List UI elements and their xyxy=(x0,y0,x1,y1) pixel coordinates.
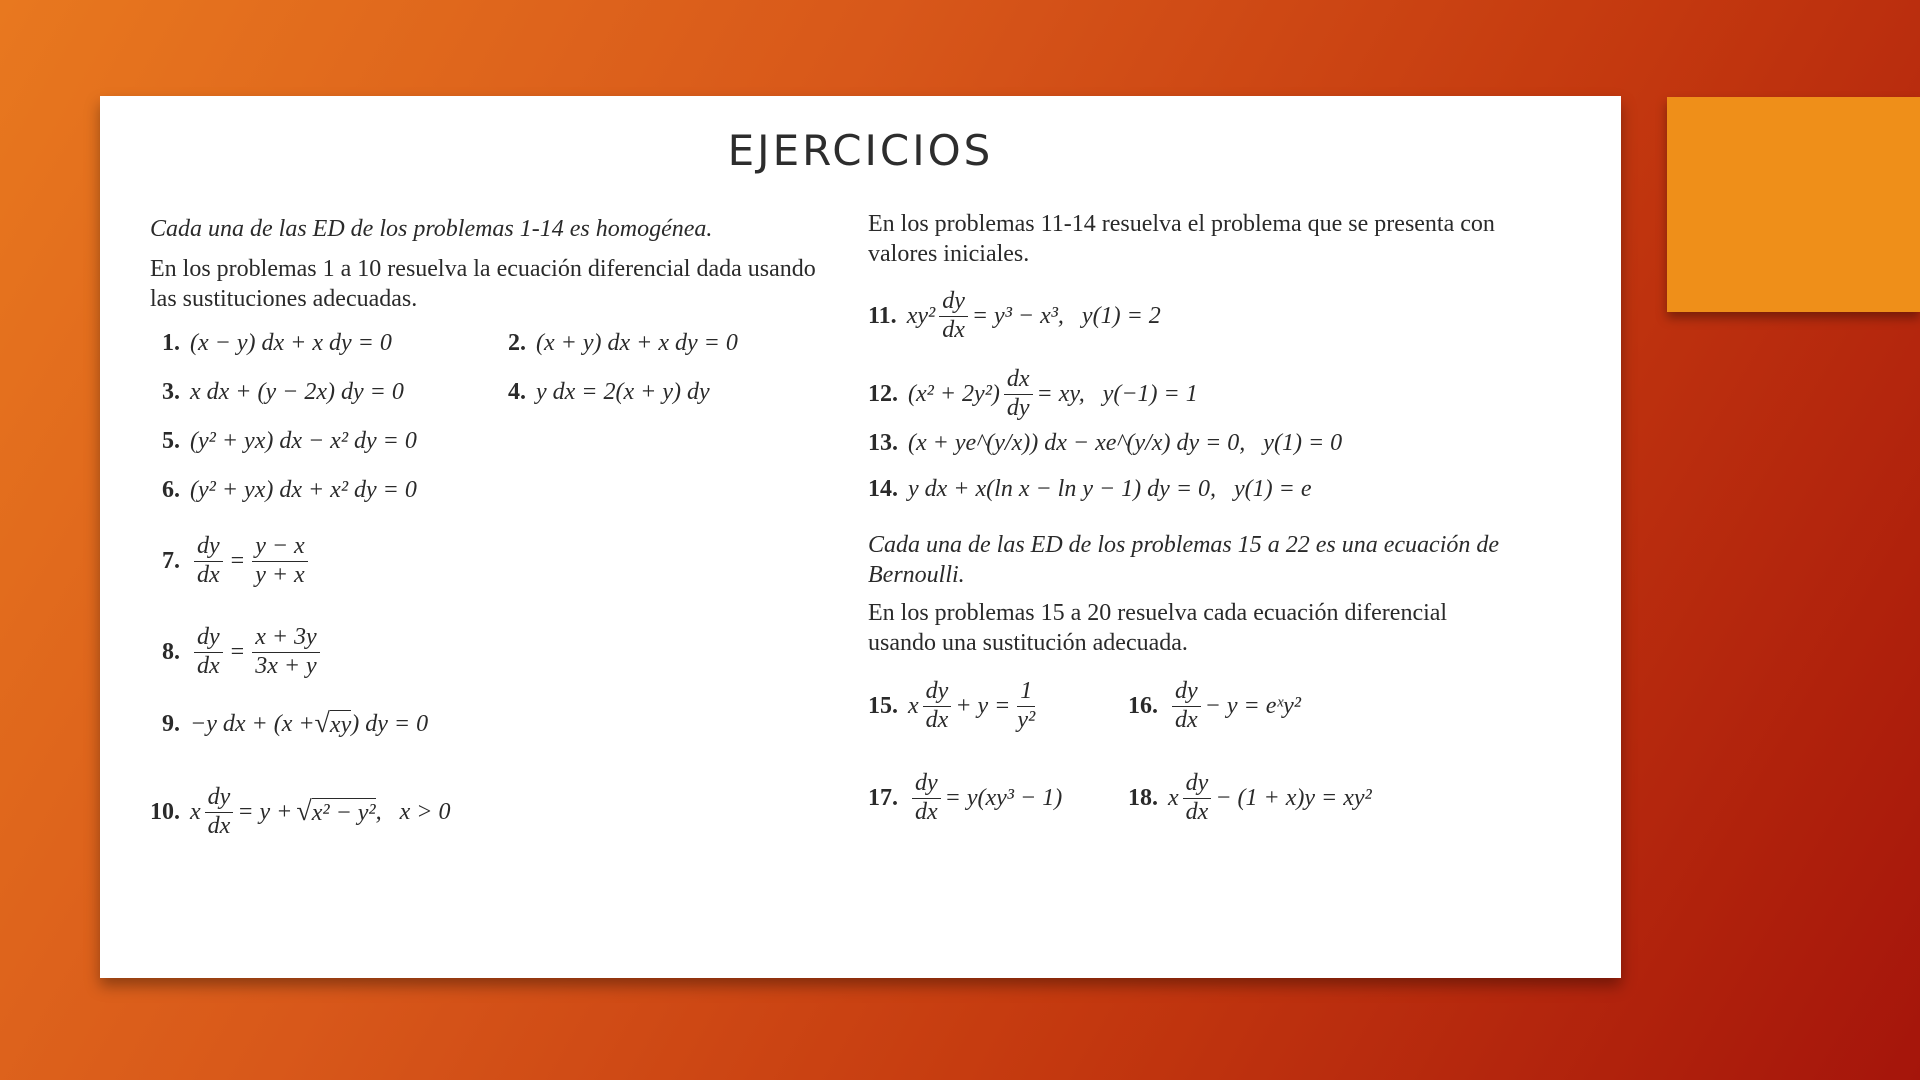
problem-14: 14. y dx + x(ln x − ln y − 1) dy = 0, y(1) = e xyxy=(868,476,1312,502)
problem-4: 4. y dx = 2(x + y) dy xyxy=(508,379,710,405)
fraction-dy-dx: $\frac{dy}{dx}$ xyxy=(1172,678,1201,734)
problem-13: 13. (x + ye^(y/x)) dx − xe^(y/x) dy = 0, y(1) = 0 xyxy=(868,430,1343,456)
right-intro-ivp: En los problemas 11-14 resuelva el problema que se presenta con valores iniciales. xyxy=(868,211,1495,267)
right-intro-bernoulli: Cada una de las ED de los problemas 15 a 22 es una ecuación de Bernoulli. xyxy=(868,532,1500,588)
fraction-rhs: $\frac{y - x}{y + x}$ xyxy=(252,533,308,589)
fraction-dy-dx: $\frac{dy}{dx}$ xyxy=(205,784,234,840)
page-title: EJERCICIOS xyxy=(727,126,994,175)
problem-18: 18. x $\frac{dy}{dx}$ − (1 + x)y = xy² xyxy=(1128,769,1372,825)
exercise-sheet xyxy=(100,96,1621,978)
fraction-dy-dx: $\frac{dy}{dx}$ xyxy=(194,533,223,589)
sqrt-radicand: xy xyxy=(329,711,352,738)
fraction-dy-dx: $\frac{dy}{dx}$ xyxy=(923,678,952,734)
problem-1: 1. (x − y) dx + x dy = 0 xyxy=(162,330,392,356)
problem-2: 2. (x + y) dx + x dy = 0 xyxy=(508,330,738,356)
equation-13: (x + ye^(y/x)) dx − xe^(y/x) dy = 0, y(1) = 0 xyxy=(908,430,1343,456)
equation-4: y dx = 2(x + y) dy xyxy=(536,379,710,405)
equation-3: x dx + (y − 2x) dy = 0 xyxy=(190,379,404,405)
problem-5: 5. (y² + yx) dx − x² dy = 0 xyxy=(162,428,417,454)
equation-5: (y² + yx) dx − x² dy = 0 xyxy=(190,428,417,454)
fraction-rhs: $\frac{x + 3y}{3x + y}$ xyxy=(252,624,320,680)
right-intro-substitution: En los problemas 15 a 20 resuelva cada ecuación diferencial usando una sustitución adecuada. xyxy=(868,600,1448,656)
fraction-dy-dx: $\frac{dy}{dx}$ xyxy=(912,770,941,826)
fraction-dx-dy: $\frac{dx}{dy}$ xyxy=(1004,366,1033,422)
equation-14: y dx + x(ln x − ln y − 1) dy = 0, y(1) = e xyxy=(908,476,1312,502)
left-intro-italic: Cada una de las ED de los problemas 1-14 es homogénea. xyxy=(150,216,713,242)
problem-15: 15. x $\frac{dy}{dx}$ + y = $\frac{1}{\text{y²}}$ xyxy=(868,666,1042,746)
problem-11: 11. xy² $\frac{dy}{dx}$ = y³ − x³, y(1) = 2 xyxy=(868,287,1161,343)
sqrt-radicand: x² − y² xyxy=(311,799,376,826)
problem-16: 16. $\frac{dy}{dx}$ − y = eˣy² xyxy=(1128,677,1301,733)
equation-2: (x + y) dx + x dy = 0 xyxy=(536,330,738,356)
accent-square xyxy=(1667,97,1920,312)
equation-1: (x − y) dx + x dy = 0 xyxy=(190,330,392,356)
fraction-one-over-y2: $\frac{1}{\text{y²}}$ xyxy=(1017,677,1036,733)
fraction-dy-dx: $\frac{dy}{dx}$ xyxy=(939,288,968,344)
problem-17: 17. $\frac{dy}{dx}$ = y(xy³ − 1) xyxy=(868,769,1063,825)
problem-9: 9. −y dx + (x + √ xy ) dy = 0 xyxy=(162,708,429,739)
problem-12: 12. (x² + 2y²) $\frac{dx}{dy}$ = xy, y(−1) = 1 xyxy=(868,365,1198,421)
problem-10: 10. x $\frac{dy}{dx}$ = y + √ x² − y² , x > 0 xyxy=(150,783,451,839)
problem-3: 3. x dx + (y − 2x) dy = 0 xyxy=(162,379,404,405)
fraction-dy-dx: $\frac{dy}{dx}$ xyxy=(194,624,223,680)
problem-7: 7. $\frac{dy}{dx}$ = $\frac{y - x}{y + x}$ xyxy=(162,521,312,601)
fraction-dy-dx: $\frac{dy}{dx}$ xyxy=(1183,770,1212,826)
problem-8: 8. $\frac{dy}{dx}$ = $\frac{x + 3y}{3x + y}$ xyxy=(162,612,324,692)
problem-6: 6. (y² + yx) dx + x² dy = 0 xyxy=(162,477,417,503)
equation-6: (y² + yx) dx + x² dy = 0 xyxy=(190,477,417,503)
left-intro: En los problemas 1 a 10 resuelva la ecuación diferencial dada usando las sustituciones adecuadas. xyxy=(150,256,816,312)
